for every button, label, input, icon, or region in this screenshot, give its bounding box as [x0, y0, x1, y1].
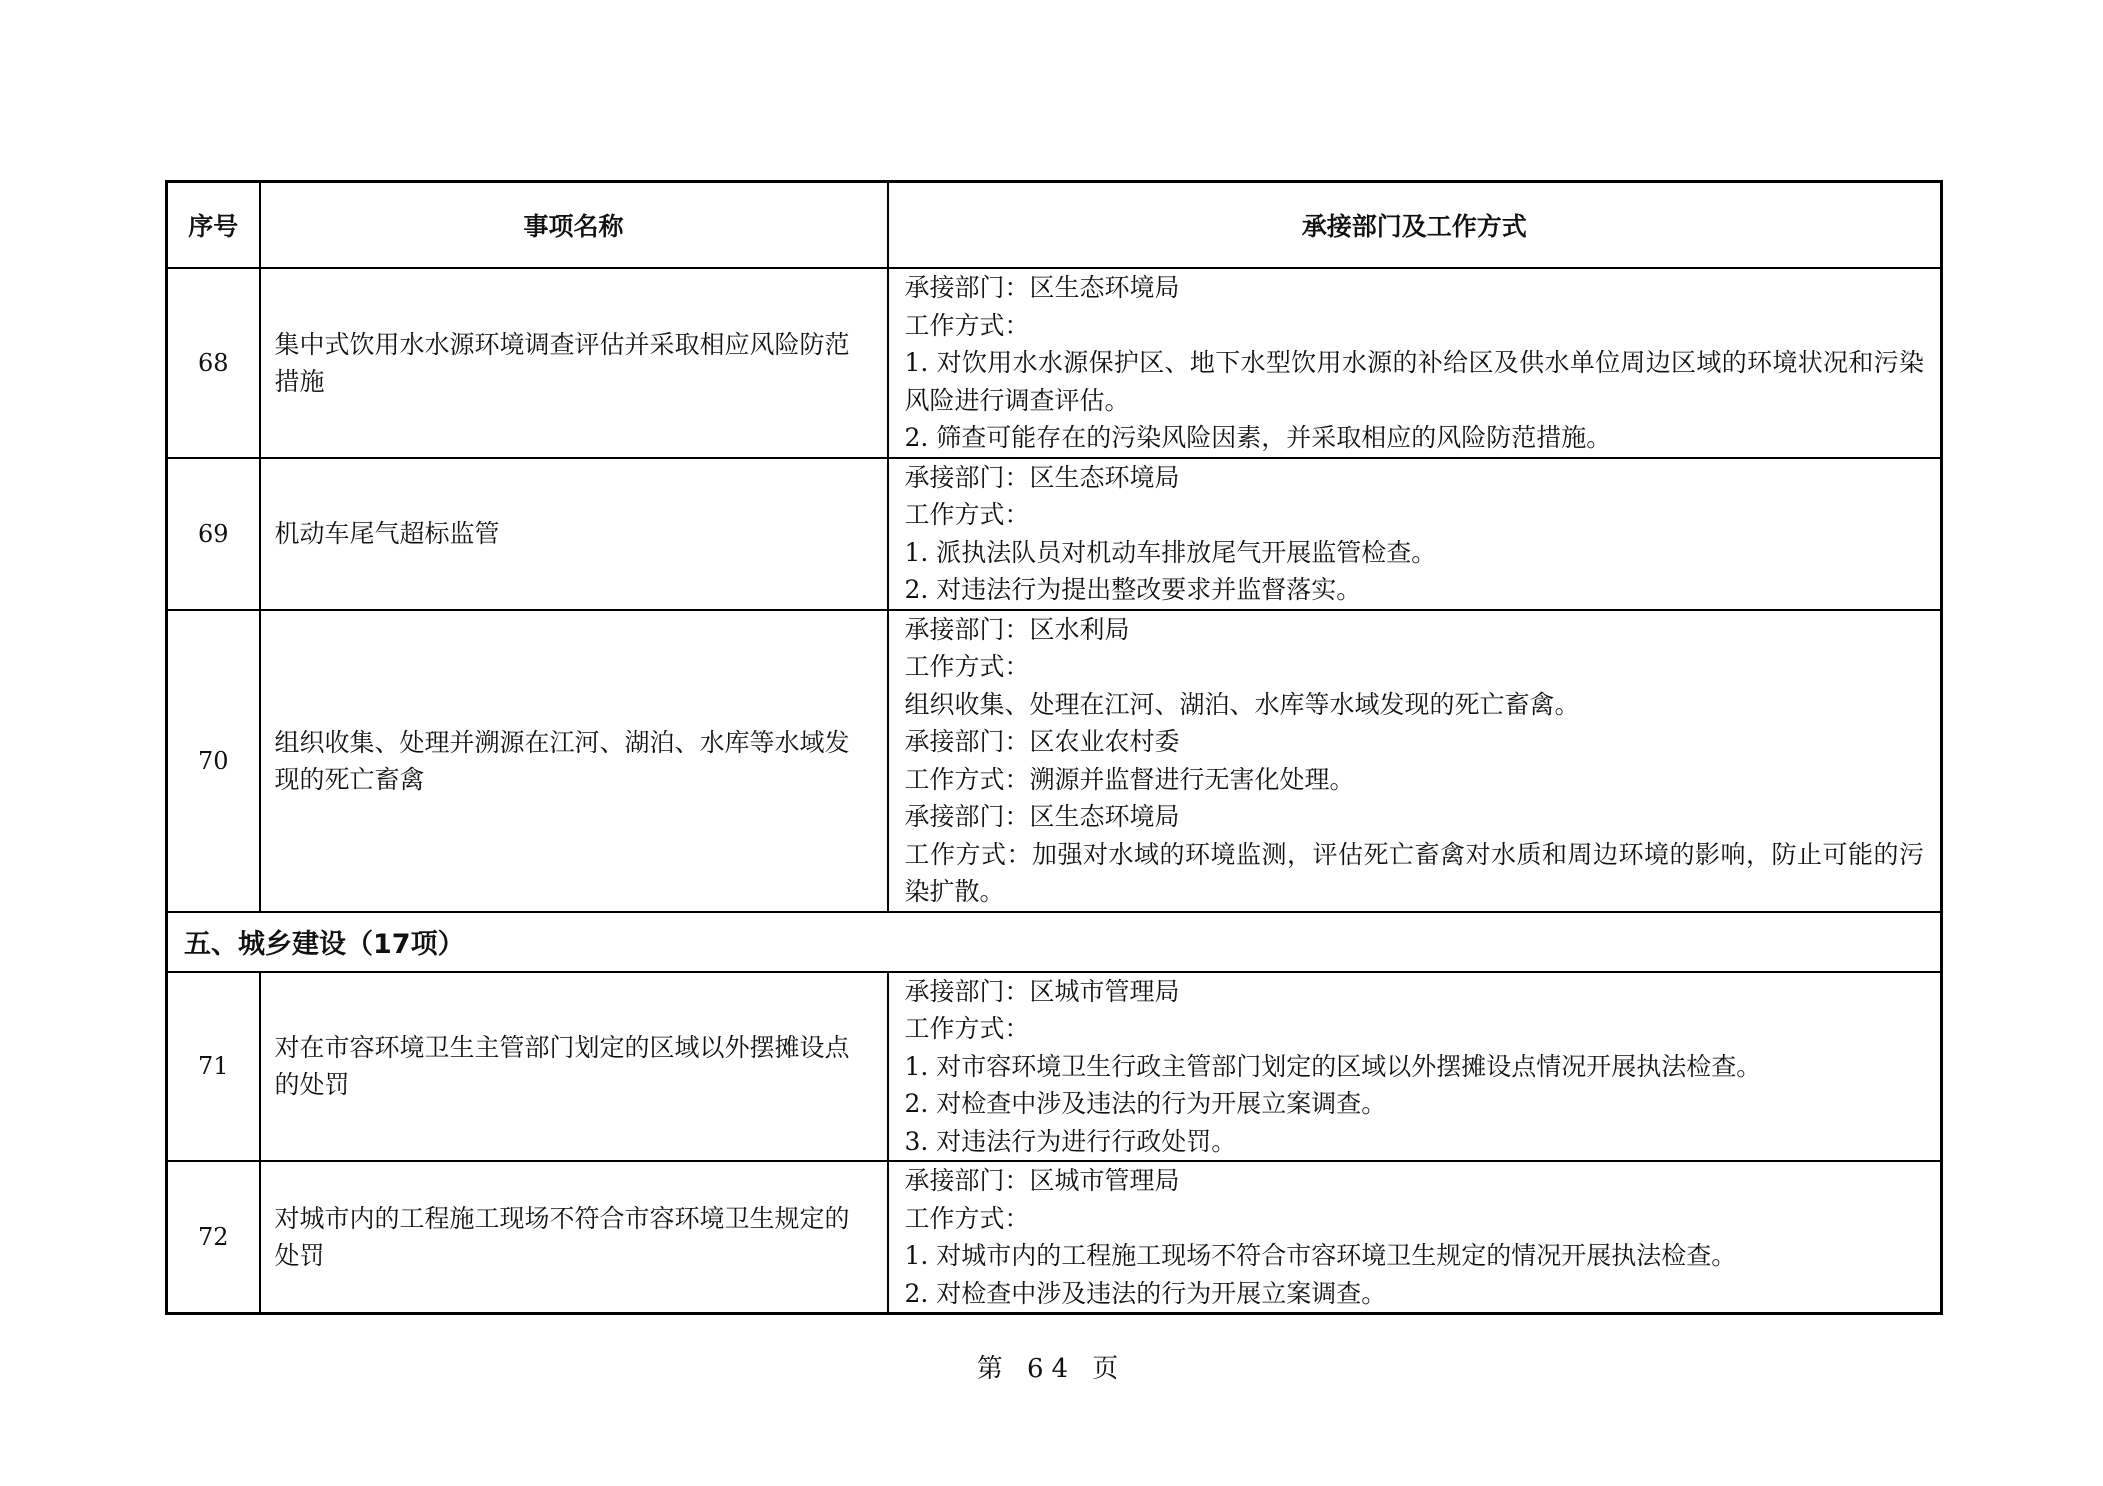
detail-line: 承接部门：区城市管理局	[904, 1166, 1180, 1195]
detail-line: 1. 对饮用水水源保护区、地下水型饮用水源的补给区及供水单位周边区域的环境状况和污染风险进行调查评估。	[904, 348, 1924, 415]
detail-line: 1. 对城市内的工程施工现场不符合市容环境卫生规定的情况开展执法检查。	[904, 1241, 1737, 1270]
item-name: 集中式饮用水水源环境调查评估并采取相应风险防范措施	[260, 268, 888, 458]
detail-line: 2. 筛查可能存在的污染风险因素，并采取相应的风险防范措施。	[904, 423, 1612, 452]
detail-line: 工作方式：	[904, 652, 1030, 681]
table-row	[167, 972, 1942, 1162]
detail-line: 工作方式：加强对水域的环境监测，评估死亡畜禽对水质和周边环境的影响，防止可能的污染扩散。	[904, 839, 1924, 906]
detail-line: 工作方式：	[904, 1014, 1030, 1043]
page-number: 第 64 页	[976, 1354, 1127, 1384]
detail-line: 组织收集、处理在江河、湖泊、水库等水域发现的死亡畜禽。	[904, 689, 1580, 719]
detail-line: 2. 对违法行为提出整改要求并监督落实。	[904, 575, 1362, 604]
detail-line: 工作方式：	[904, 500, 1030, 529]
row-number: 71	[167, 972, 260, 1162]
item-detail	[888, 972, 1942, 1162]
section-header-row	[167, 912, 1942, 972]
table-row	[167, 458, 1942, 610]
item-name: 对在市容环境卫生主管部门划定的区域以外摆摊设点的处罚	[260, 972, 888, 1162]
detail-line: 承接部门：区城市管理局	[904, 976, 1180, 1006]
detail-line: 1. 对市容环境卫生行政主管部门划定的区域以外摆摊设点情况开展执法检查。	[904, 1051, 1762, 1081]
detail-line: 承接部门：区生态环境局	[904, 802, 1180, 831]
table-row	[167, 1161, 1942, 1314]
detail-line: 2. 对检查中涉及违法的行为开展立案调查。	[904, 1278, 1387, 1308]
table-row	[167, 268, 1942, 458]
row-number: 70	[167, 610, 260, 912]
detail-line: 3. 对违法行为进行行政处罚。	[904, 1126, 1237, 1156]
item-name: 组织收集、处理并溯源在江河、湖泊、水库等水域发现的死亡畜禽	[260, 610, 888, 912]
item-detail	[888, 268, 1942, 458]
row-number: 68	[167, 268, 260, 458]
header-detail: 承接部门及工作方式	[888, 182, 1942, 269]
table-header-row	[167, 182, 1942, 269]
detail-line: 承接部门：区生态环境局	[904, 273, 1180, 302]
row-number: 69	[167, 458, 260, 610]
item-name: 对城市内的工程施工现场不符合市容环境卫生规定的处罚	[260, 1161, 888, 1314]
detail-line: 工作方式：	[904, 1203, 1030, 1233]
detail-line: 承接部门：区生态环境局	[904, 462, 1180, 492]
header-num: 序号	[167, 182, 260, 269]
items-table	[165, 180, 1943, 1315]
header-name: 事项名称	[260, 182, 888, 269]
row-number: 72	[167, 1161, 260, 1314]
detail-line: 1. 派执法队员对机动车排放尾气开展监管检查。	[904, 537, 1437, 567]
item-detail	[888, 610, 1942, 912]
item-detail	[888, 458, 1942, 610]
item-name: 机动车尾气超标监管	[260, 458, 888, 610]
detail-line: 工作方式：溯源并监督进行无害化处理。	[904, 764, 1355, 794]
detail-line: 承接部门：区水利局	[904, 614, 1130, 644]
section-title: 五、城乡建设（17项）	[167, 912, 1942, 972]
table-row	[167, 610, 1942, 912]
item-detail	[888, 1161, 1942, 1314]
detail-line: 承接部门：区农业农村委	[904, 727, 1180, 756]
detail-line: 2. 对检查中涉及违法的行为开展立案调查。	[904, 1089, 1387, 1118]
detail-line: 工作方式：	[904, 310, 1030, 340]
